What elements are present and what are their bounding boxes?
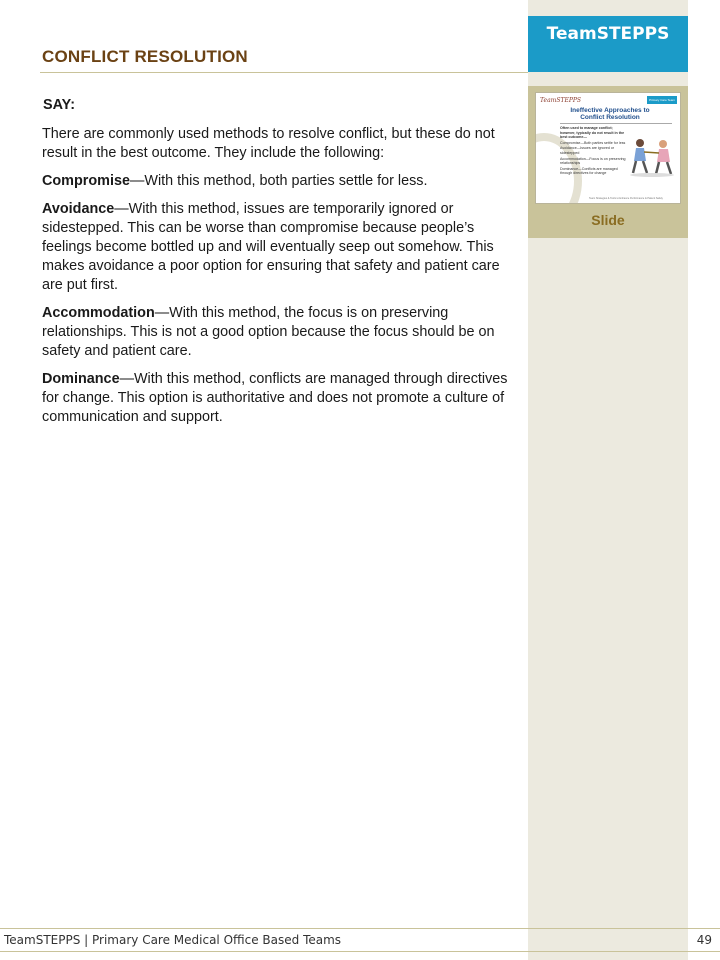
slide-tab: Primary Care Team (647, 96, 677, 104)
slide-bullet: Accommodation—Focus is on preserving relationships (560, 156, 626, 166)
title-divider (40, 72, 528, 73)
footer-bottom-rule (0, 951, 720, 952)
method-dominance (42, 370, 508, 427)
page-number: 49 (696, 933, 712, 947)
page-title: CONFLICT RESOLUTION (42, 47, 248, 66)
footer-divider (0, 928, 720, 929)
slide-bullet: Avoidance—Issues are ignored or sidestepped (560, 146, 615, 155)
footer-text: TeamSTEPPS | Primary Care Medical Office Based Teams (4, 933, 342, 947)
method-description: —With this method, both parties settle for less. (129, 173, 428, 189)
brand-label: TeamSTEPPS (546, 24, 670, 44)
slide-bullet: Dominance—Conflicts are managed through directives for change (560, 166, 618, 176)
tug-of-war-illustration-icon (628, 135, 676, 177)
method-accommodation (42, 304, 508, 361)
slide-bullet: Compromise—Both parties settle for less (560, 140, 626, 145)
slide-caption: Slide (591, 212, 625, 228)
method-term: Dominance (42, 371, 120, 387)
method-description: —With this method, conflicts are managed through directives for change. This option is authoritative and does not promote a culture of communication and support. (42, 371, 508, 425)
say-label: SAY: (43, 97, 75, 113)
method-term: Compromise (42, 173, 130, 189)
method-compromise (42, 172, 508, 191)
main-content (42, 96, 508, 436)
slide-thumbnail[interactable] (535, 92, 681, 204)
method-description: —With this method, issues are temporarily ignored or sidestepped. This can be worse than compromise because people’s feelings become bottled up and will eventually seep out somehow. This makes avoidance a poor option for ensuring that safety and patient care are put first. (42, 201, 500, 293)
slide-brand: TeamSTEPPS (540, 97, 582, 104)
method-description: —With this method, the focus is on preserving relationships. This is not a good option because the focus should be on safety and patient care. (42, 305, 495, 359)
slide-title-rule (560, 123, 672, 124)
intro-paragraph: There are commonly used methods to resolve conflict, but these do not result in the best outcome. They include the following: (42, 126, 495, 161)
slide-body (560, 126, 626, 177)
method-term: Avoidance (42, 201, 115, 217)
method-avoidance (42, 200, 508, 295)
slide-footer: Team Strategies & Tools to Enhance Performance & Patient Safety (589, 197, 663, 200)
slide-title: Ineffective Approaches to Conflict Resolution (570, 107, 650, 121)
method-term: Accommodation (42, 305, 155, 321)
brand-banner (528, 16, 688, 72)
slide-lead: Often used to manage conflict; however, typically do not result in the best outcome— (560, 126, 625, 140)
